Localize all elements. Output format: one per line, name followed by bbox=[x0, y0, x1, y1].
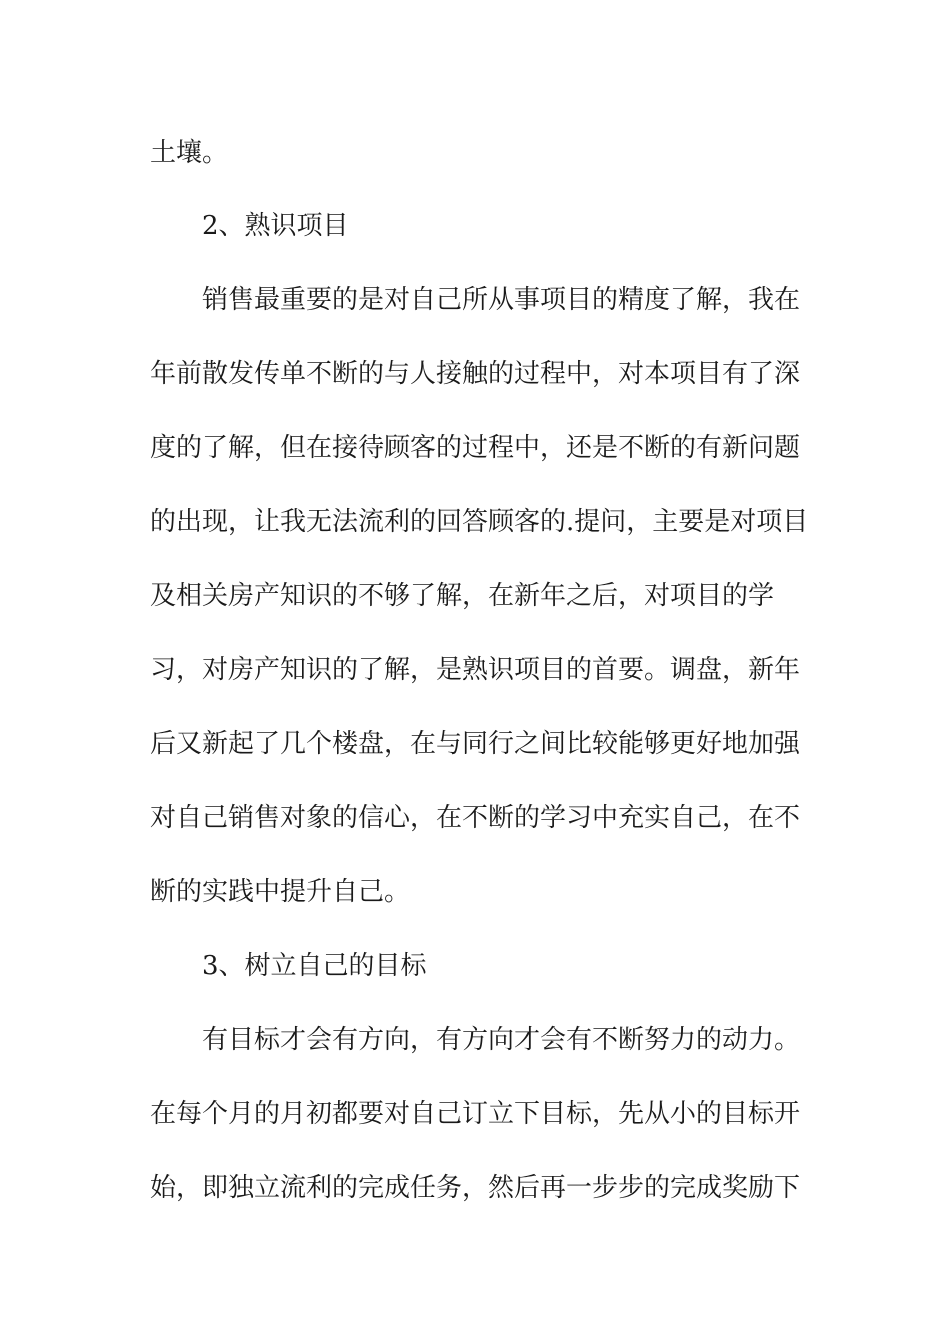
paragraph-line: 销售最重要的是对自己所从事项目的精度了解，我在 bbox=[202, 285, 801, 315]
paragraph-line: 度的了解，但在接待顾客的过程中，还是不断的有新问题 bbox=[150, 433, 801, 463]
paragraph-line: 年前散发传单不断的与人接触的过程中，对本项目有了深 bbox=[150, 359, 801, 389]
paragraph-line: 后又新起了几个楼盘，在与同行之间比较能够更好地加强 bbox=[150, 729, 801, 759]
paragraph-line: 的出现，让我无法流利的回答顾客的.提问，主要是对项目 bbox=[150, 507, 809, 537]
paragraph-line: 在每个月的月初都要对自己订立下目标，先从小的目标开 bbox=[150, 1099, 801, 1129]
paragraph-line: 始，即独立流利的完成任务，然后再一步步的完成奖励下 bbox=[150, 1173, 801, 1203]
paragraph-line: 及相关房产知识的不够了解，在新年之后，对项目的学 bbox=[150, 581, 775, 611]
paragraph-line: 断的实践中提升自己。 bbox=[150, 877, 411, 907]
paragraph-line: 有目标才会有方向，有方向才会有不断努力的动力。 bbox=[202, 1025, 801, 1055]
section-heading: 2、熟识项目 bbox=[202, 211, 349, 241]
paragraph-line: 对自己销售对象的信心，在不断的学习中充实自己，在不 bbox=[150, 803, 801, 833]
paragraph-line: 习，对房产知识的了解，是熟识项目的首要。调盘，新年 bbox=[150, 655, 801, 685]
section-heading: 3、树立自己的目标 bbox=[202, 951, 427, 981]
paragraph-line: 土壤。 bbox=[150, 138, 229, 168]
